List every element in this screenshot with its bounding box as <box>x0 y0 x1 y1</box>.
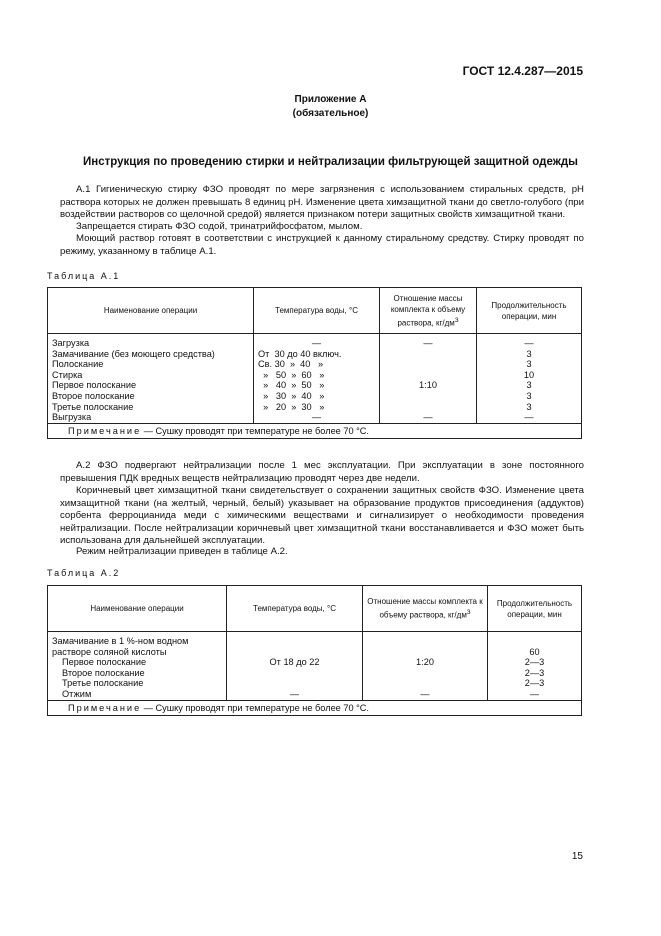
instruction-heading: Инструкция по проведению стирки и нейтрализации фильтрующей защитной одежды <box>83 156 578 168</box>
cell-ratio <box>380 402 477 413</box>
table-row <box>48 380 582 391</box>
cell-operation: растворе соляной кислоты <box>48 647 227 658</box>
cell-temperature: От 18 до 22 <box>227 657 363 668</box>
cell-duration: 3 <box>477 359 582 370</box>
table-a2 <box>47 585 582 716</box>
table-a2-note <box>48 700 582 716</box>
table-row <box>48 632 582 647</box>
note-text: — Сушку проводят при температуре не более 70 °С. <box>141 425 369 436</box>
table-a1-header-operation: Наименование операции <box>48 288 254 334</box>
cell-duration <box>488 632 582 647</box>
cell-temperature: — <box>254 334 380 349</box>
cell-ratio <box>380 359 477 370</box>
cell-ratio <box>380 370 477 381</box>
cell-ratio: 1:20 <box>363 657 488 668</box>
cell-duration: — <box>477 412 582 423</box>
cell-temperature <box>227 647 363 658</box>
table-a1-label: Таблица А.1 <box>47 271 121 281</box>
cell-temperature: » 20 » 30 » <box>254 402 380 413</box>
cell-operation: Загрузка <box>48 334 254 349</box>
table-row <box>48 349 582 360</box>
table-row <box>48 657 582 668</box>
appendix-title: Приложение А <box>294 94 367 105</box>
table-row <box>48 370 582 381</box>
cell-duration: 60 <box>488 647 582 658</box>
cell-temperature: — <box>227 689 363 700</box>
table-row <box>48 668 582 679</box>
cell-duration: 3 <box>477 349 582 360</box>
table-row <box>48 391 582 402</box>
cell-operation: Первое полоскание <box>48 657 227 668</box>
note-text: — Сушку проводят при температуре не более 70 °С. <box>141 702 369 713</box>
cell-duration: 3 <box>477 391 582 402</box>
cell-ratio <box>380 391 477 402</box>
paragraph-a2-2: Коричневый цвет химзащитной ткани свидетельствует о сохранении защитных свойств ФЗО. Изменение цвета химзащитной ткани (на желтый, черный, белый) указывает на образование продуктов присоединения (аддуктов) сорбента ферроцианида меди с химическими веществами и сигнализирует о необходимости проведения нейтрализации. После нейтрализации коричневый цвет химзащитной ткани восстанавливается и ФЗО может быть использована для дальнейшей эксплуатации. <box>60 485 584 546</box>
cell-ratio <box>363 647 488 658</box>
table-a1 <box>47 287 582 439</box>
table-a1-header-temperature: Температура воды, °С <box>254 288 380 334</box>
cell-ratio: — <box>380 334 477 349</box>
cell-operation: Второе полоскание <box>48 391 254 402</box>
table-row <box>48 678 582 689</box>
cell-operation: Первое полоскание <box>48 380 254 391</box>
table-a2-header-ratio: Отношение массы комплекта к объему раствора, $кг/дм^3$ <box>363 586 488 632</box>
paragraph-a2-1: А.2 ФЗО подвергают нейтрализации после 1 мес эксплуатации. При эксплуатации в зоне постоянного превышения ПДК вредных веществ нейтрализацию проводят через две недели. <box>60 460 584 484</box>
cell-operation: Третье полоскание <box>48 678 227 689</box>
table-a1-header-ratio: Отношение массы комплекта к объему раствора, $кг/дм^3$ <box>380 288 477 334</box>
cell-ratio <box>363 668 488 679</box>
cell-operation: Замачивание в 1 %-ном водном <box>48 632 227 647</box>
appendix-subtitle: (обязательное) <box>292 108 369 119</box>
table-a2-header-duration: Продолжительность операции, мин <box>488 586 582 632</box>
note-label: Примечание <box>68 702 142 713</box>
cell-ratio <box>380 349 477 360</box>
table-row <box>48 334 582 349</box>
table-row <box>48 689 582 700</box>
cell-temperature: — <box>254 412 380 423</box>
cell-duration: 2—3 <box>488 678 582 689</box>
cell-temperature <box>227 678 363 689</box>
cell-temperature: Св. 30 » 40 » <box>254 359 380 370</box>
table-row <box>48 359 582 370</box>
cell-temperature: От 30 до 40 включ. <box>254 349 380 360</box>
cell-operation: Полоскание <box>48 359 254 370</box>
table-a2-header-temperature: Температура воды, °С <box>227 586 363 632</box>
cell-ratio <box>363 678 488 689</box>
cell-operation: Замачивание (без моющего средства) <box>48 349 254 360</box>
cell-temperature <box>227 632 363 647</box>
cell-ratio: 1:10 <box>380 380 477 391</box>
cell-temperature: » 40 » 50 » <box>254 380 380 391</box>
cell-duration: 2—3 <box>488 657 582 668</box>
cell-ratio: — <box>363 689 488 700</box>
cell-temperature: » 30 » 40 » <box>254 391 380 402</box>
paragraph-a1-1: А.1 Гигиеническую стирку ФЗО проводят по мере загрязнения с использованием стиральных средств, рН раствора которых не должен превышать 8 единиц рН. Изменение цвета химзащитной ткани до светло-голубого (при воздействии растворов со щелочной средой) является признаком потери защитных свойств химзащитной ткани. <box>60 184 584 220</box>
cell-duration: 10 <box>477 370 582 381</box>
table-a1-note <box>48 423 582 439</box>
table-a1-header-duration: Продолжительность операции, мин <box>477 288 582 334</box>
cell-duration: 3 <box>477 402 582 413</box>
cell-ratio <box>363 632 488 647</box>
table-row <box>48 412 582 423</box>
cell-temperature <box>227 668 363 679</box>
table-row <box>48 402 582 413</box>
cell-operation: Второе полоскание <box>48 668 227 679</box>
cell-temperature: » 50 » 60 » <box>254 370 380 381</box>
table-row <box>48 647 582 658</box>
cell-duration: — <box>488 689 582 700</box>
cell-operation: Выгрузка <box>48 412 254 423</box>
cell-ratio: — <box>380 412 477 423</box>
cell-duration: — <box>477 334 582 349</box>
cell-operation: Третье полоскание <box>48 402 254 413</box>
cell-duration: 2—3 <box>488 668 582 679</box>
table-a2-label: Таблица А.2 <box>47 568 121 578</box>
paragraph-a1-3: Моющий раствор готовят в соответствии с инструкцией к данному стиральному средству. Стирку проводят по режиму, указанному в таблице А.1. <box>60 233 584 257</box>
cell-operation: Отжим <box>48 689 227 700</box>
document-code: ГОСТ 12.4.287—2015 <box>462 64 583 78</box>
cell-duration: 3 <box>477 380 582 391</box>
note-label: Примечание <box>68 425 142 436</box>
paragraph-a2-3: Режим нейтрализации приведен в таблице А.2. <box>76 546 288 557</box>
cell-operation: Стирка <box>48 370 254 381</box>
page-number: 15 <box>571 851 583 862</box>
table-a2-header-operation: Наименование операции <box>48 586 227 632</box>
paragraph-a1-2: Запрещается стирать ФЗО содой, тринатрийфосфатом, мылом. <box>76 221 363 232</box>
